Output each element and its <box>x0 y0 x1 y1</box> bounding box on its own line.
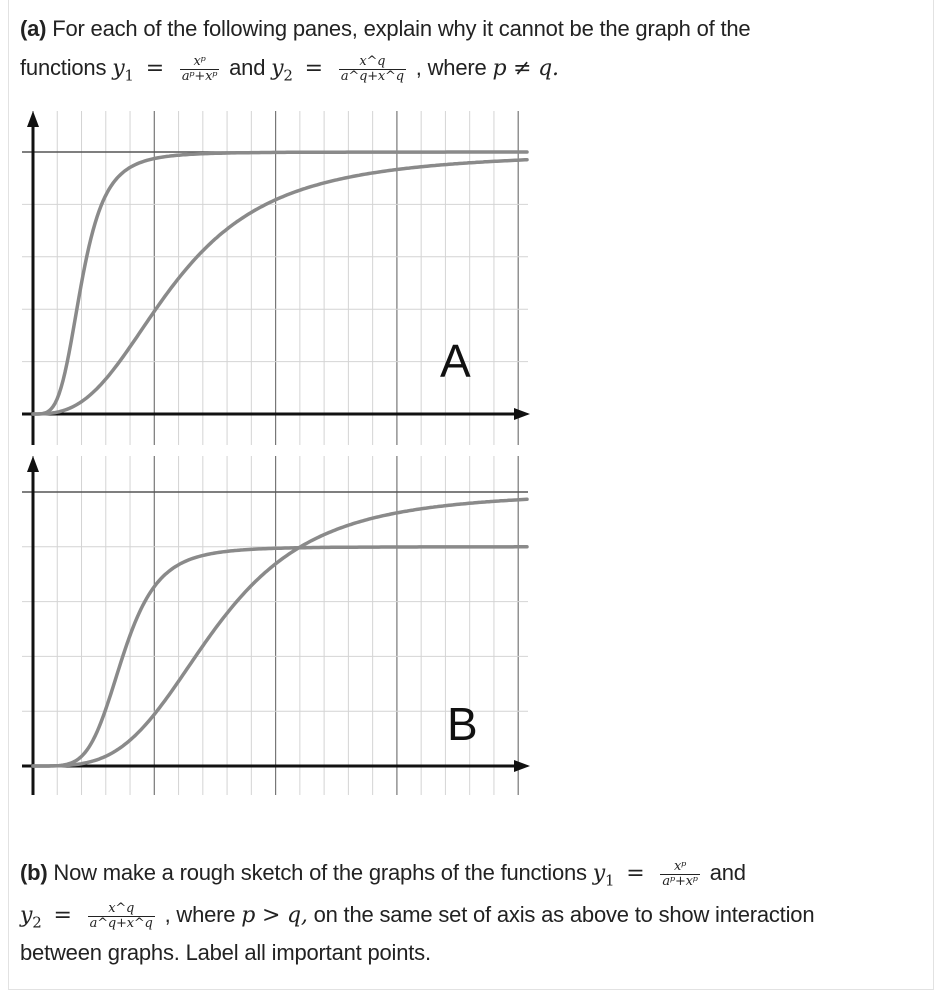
part-a-line1 <box>20 9 750 49</box>
graph-pane-b <box>0 450 560 800</box>
y1-fraction <box>180 55 219 84</box>
equals-sign: = <box>626 861 645 886</box>
y-axis-arrow-icon <box>27 456 39 472</box>
y2-subscript: 2 <box>32 913 42 932</box>
part-a-line2 <box>20 48 559 95</box>
y2-subscript: 2 <box>283 66 293 85</box>
graph-pane-a <box>0 105 560 450</box>
y1-subscript: 1 <box>124 66 134 85</box>
y1-fraction <box>660 860 699 889</box>
part-b-line1 <box>20 853 746 900</box>
y2-fraction <box>88 902 155 931</box>
y1-symbol: y <box>112 56 125 81</box>
part-a-label: (a) <box>20 16 47 41</box>
y2-denominator: a^q+x^q <box>340 68 404 84</box>
y1-subscript: 1 <box>604 871 615 890</box>
part-b-label: (b) <box>20 860 48 885</box>
functions-word: functions <box>20 55 107 80</box>
pane-label: B <box>447 698 478 750</box>
where-word: , where <box>415 55 487 80</box>
part-b-text: on the same set of axis as above to show interaction <box>313 902 815 927</box>
where-word: , where <box>164 902 236 927</box>
and-word: and <box>229 55 266 80</box>
x-axis-arrow-icon <box>514 760 530 772</box>
y1-denominator: aᵖ+xᵖ <box>662 873 698 889</box>
y2-numerator: x^q <box>88 902 155 917</box>
condition: p > q, <box>241 903 308 928</box>
part-b-text: Now make a rough sketch of the graphs of the functions <box>53 860 587 885</box>
equals-sign: = <box>145 56 164 81</box>
equals-sign: = <box>53 903 72 928</box>
y1-denominator: aᵖ+xᵖ <box>181 68 218 84</box>
and-word: and <box>709 860 746 885</box>
y1-numerator: xᵖ <box>180 55 219 70</box>
y2-symbol: y <box>271 56 284 81</box>
y-axis-arrow-icon <box>27 111 39 127</box>
part-b-line3: between graphs. Label all important points. <box>20 940 431 965</box>
part-a-text: For each of the following panes, explain why it cannot be the graph of the <box>52 16 751 41</box>
y2-fraction <box>339 55 406 84</box>
x-axis-arrow-icon <box>514 408 530 420</box>
condition: p ≠ q. <box>492 56 559 81</box>
y1-symbol: y <box>592 861 605 886</box>
pane-label: A <box>440 335 471 387</box>
y2-numerator: x^q <box>339 55 406 70</box>
y2-denominator: a^q+x^q <box>89 915 153 931</box>
y2-symbol: y <box>20 903 33 928</box>
y1-numerator: xᵖ <box>660 860 699 875</box>
equals-sign: = <box>304 56 323 81</box>
